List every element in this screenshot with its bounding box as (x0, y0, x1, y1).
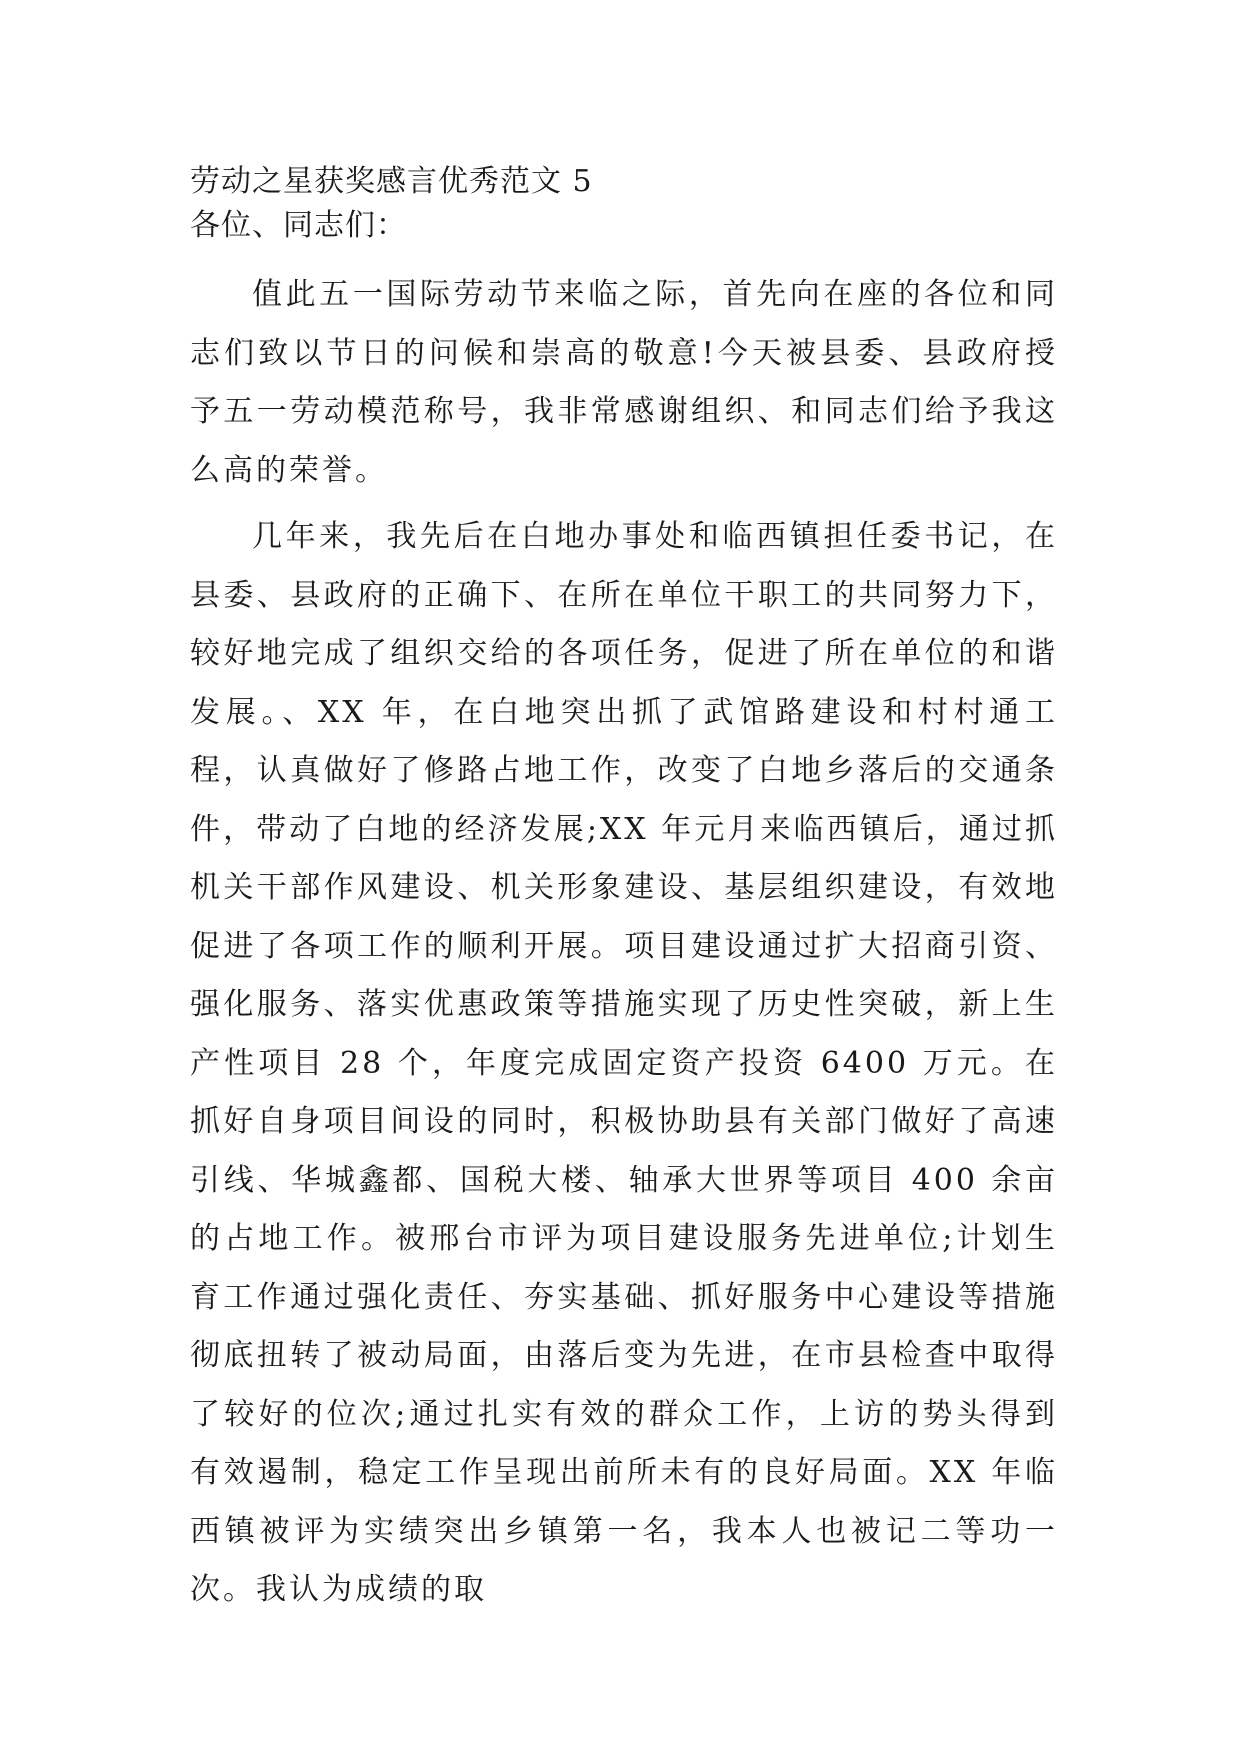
paragraph-opening: 值此五一国际劳动节来临之际，首先向在座的各位和同志们致以节日的问候和崇高的敬意!今天被县委、县政府授予五一劳动模范称号，我非常感谢组织、和同志们给予我这么高的荣誉。 (190, 277, 1058, 488)
document-title: 劳动之星获奖感言优秀范文 5 (190, 164, 593, 199)
greeting-line: 各位、同志们： (190, 208, 407, 243)
paragraph-achievements: 几年来，我先后在白地办事处和临西镇担任委书记，在县委、县政府的正确下、在所在单位干职工的共同努力下，较好地完成了组织交给的各项任务，促进了所在单位的和谐发展。、XX 年，在白地突出抓了武馆路建设和村村通工程，认真做好了修路占地工作，改变了白地乡落后的交通条件，带动了白地的经济发展;XX 年元月来临西镇后，通过抓机关干部作风建设、机关形象建设、基层组织建设，有效地促进了各项工作的顺利开展。项目建设通过扩大招商引资、强化服务、落实优惠政策等措施实现了历史性突破，新上生产性项目 28 个，年度完成固定资产投资 6400 万元。在抓好自身项目间设的同时，积极协助县有关部门做好了高速引线、华城鑫都、国税大楼、轴承大世界等项目 400 余亩的占地工作。被邢台市评为项目建设服务先进单位;计划生育工作通过强化责任、夯实基础、抓好服务中心建设等措施彻底扭转了被动局面，由落后变为先进，在市县检查中取得了较好的位次;通过扎实有效的群众工作，上访的势头得到有效遏制，稳定工作呈现出前所未有的良好局面。XX 年临西镇被评为实绩突出乡镇第一名，我本人也被记二等功一次。我认为成绩的取 (190, 519, 1058, 1607)
document-body (190, 162, 1058, 1620)
